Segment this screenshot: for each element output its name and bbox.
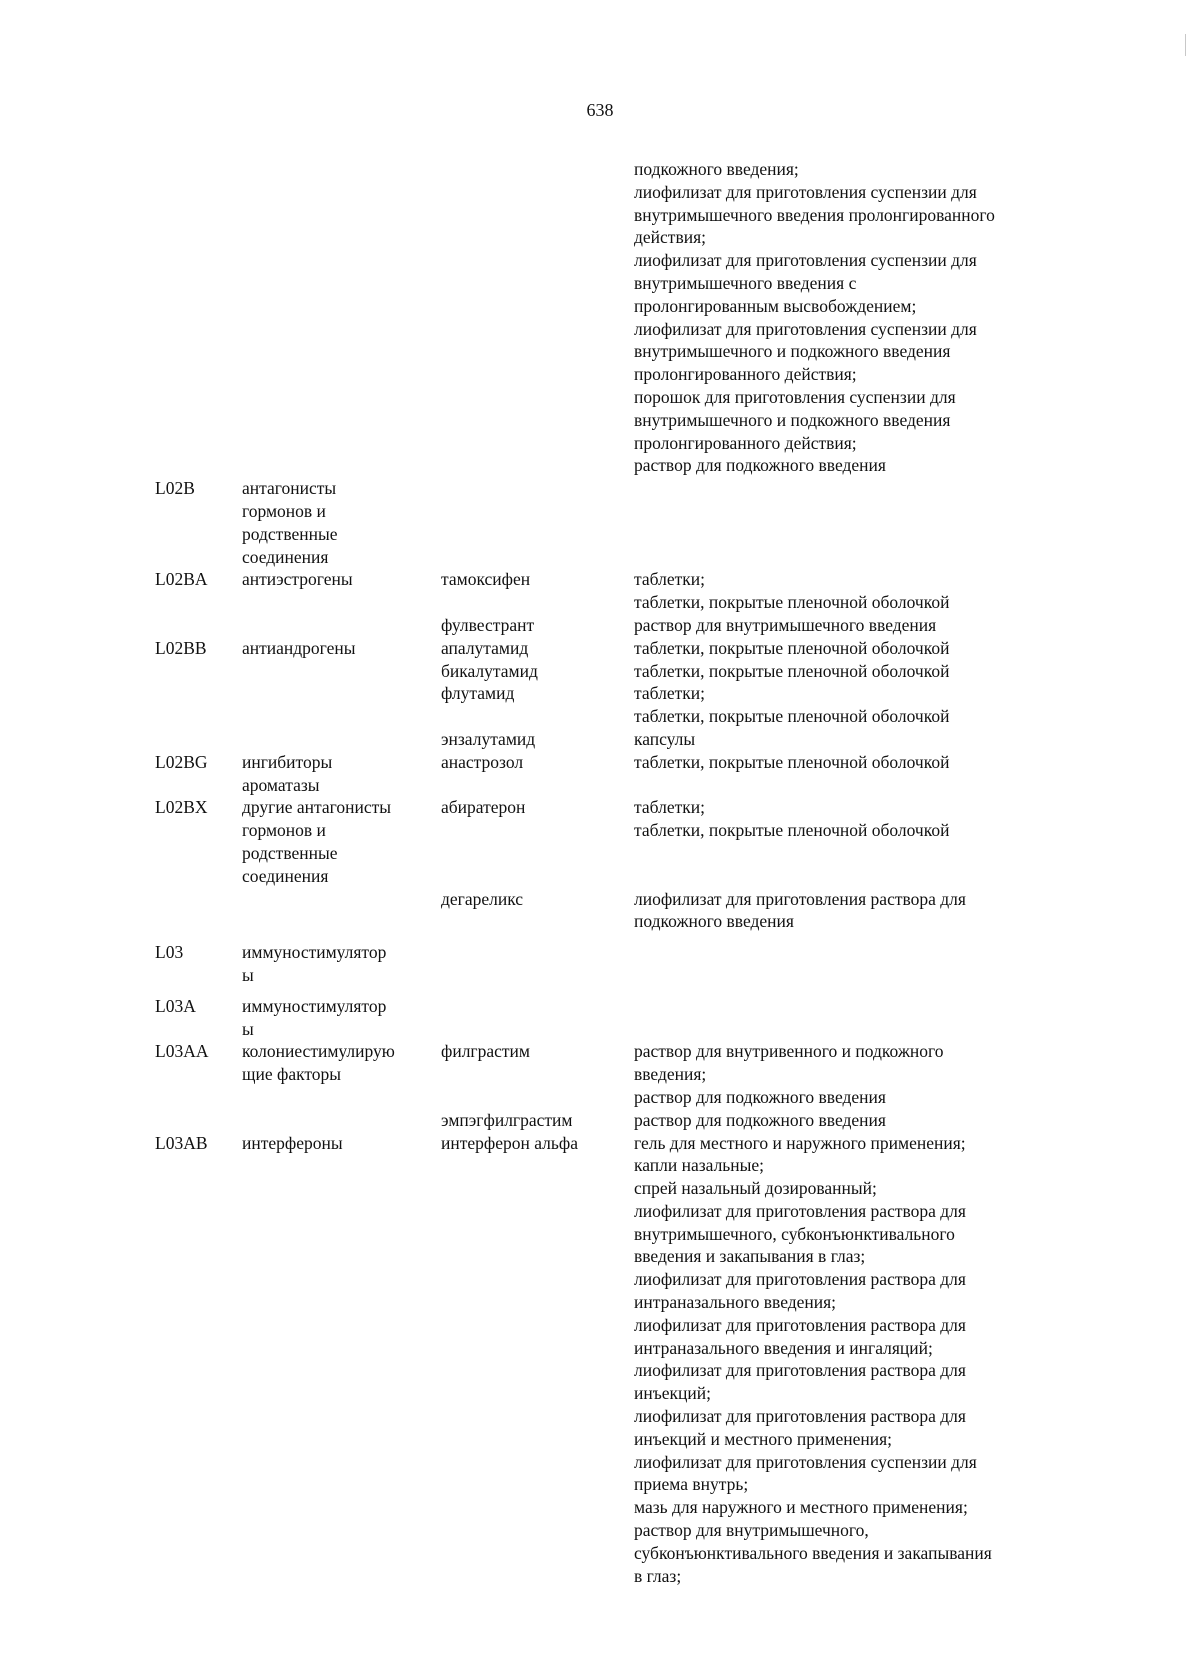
- atc-code: L03A: [155, 995, 196, 1016]
- anatomical-group-line: гормонов и: [242, 500, 326, 521]
- dosage-forms-line: лиофилизат для приготовления суспензии для: [634, 250, 977, 271]
- table-row: [0, 637, 1200, 660]
- atc-code: L02BB: [155, 637, 207, 658]
- anatomical-group-line: соединения: [242, 865, 329, 886]
- dosage-forms-line: лиофилизат для приготовления раствора для: [634, 1200, 966, 1221]
- dosage-forms-line: инъекций и местного применения;: [634, 1428, 893, 1449]
- drug-name: [441, 728, 631, 751]
- dosage-forms-line: лиофилизат для приготовления раствора для: [634, 1269, 966, 1290]
- scan-edge-mark: [1185, 34, 1186, 56]
- dosage-forms-line: введения и закапывания в глаз;: [634, 1246, 866, 1267]
- dosage-forms-line: раствор для внутримышечного введения: [634, 614, 937, 635]
- dosage-forms-line: таблетки, покрытые пленочной оболочкой: [634, 706, 950, 727]
- anatomical-group-line: антагонисты: [242, 478, 337, 499]
- drug-name: [441, 1040, 631, 1063]
- table-row: [0, 477, 1200, 568]
- drug-name: [441, 796, 631, 819]
- drug-name: [441, 1132, 631, 1155]
- dosage-forms-line: раствор для подкожного введения: [634, 455, 886, 476]
- dosage-forms-line: порошок для приготовления суспензии для: [634, 386, 956, 407]
- anatomical-group: [242, 637, 432, 660]
- table-row: [0, 1132, 1200, 1588]
- anatomical-group: [242, 995, 432, 1041]
- atc-code: L03AB: [155, 1132, 208, 1153]
- dosage-forms-line: таблетки;: [634, 569, 705, 590]
- drug-name-line: абиратерон: [441, 797, 526, 818]
- anatomical-group-line: иммуностимулятор: [242, 995, 387, 1016]
- dosage-forms-line: внутримышечного, субконъюнктивального: [634, 1223, 955, 1244]
- dosage-forms-line: раствор для внутримышечного,: [634, 1520, 869, 1541]
- table-row: [0, 796, 1200, 887]
- atc-code: L02BG: [155, 751, 208, 772]
- table-row: [0, 1040, 1200, 1108]
- dosage-forms-line: таблетки;: [634, 683, 705, 704]
- drug-name: [441, 568, 631, 591]
- anatomical-group: [242, 796, 432, 887]
- dosage-forms-line: пролонгированного действия;: [634, 364, 857, 385]
- dosage-forms: [634, 614, 1064, 637]
- dosage-forms-line: интраназального введения и ингаляций;: [634, 1337, 933, 1358]
- drug-name: [441, 682, 631, 705]
- dosage-forms-line: в глаз;: [634, 1565, 682, 1586]
- dosage-forms-line: пролонгированным высвобождением;: [634, 295, 917, 316]
- dosage-forms-line: лиофилизат для приготовления раствора для: [634, 888, 966, 909]
- dosage-forms-line: раствор для подкожного введения: [634, 1109, 886, 1130]
- anatomical-group: [242, 1040, 432, 1086]
- drug-table: [0, 158, 1200, 1588]
- table-row: [0, 995, 1200, 1041]
- drug-name: [441, 614, 631, 637]
- dosage-forms: [634, 728, 1064, 751]
- dosage-forms: [634, 682, 1064, 728]
- table-row: [0, 888, 1200, 934]
- anatomical-group-line: интерфероны: [242, 1132, 343, 1153]
- dosage-forms-line: внутримышечного и подкожного введения: [634, 341, 951, 362]
- dosage-forms: [634, 158, 1064, 477]
- dosage-forms-line: приема внутрь;: [634, 1474, 749, 1495]
- drug-name: [441, 637, 631, 660]
- anatomical-group: [242, 1132, 432, 1155]
- dosage-forms-line: капли назальные;: [634, 1155, 765, 1176]
- dosage-forms-line: раствор для внутривенного и подкожного: [634, 1041, 944, 1062]
- drug-name: [441, 888, 631, 911]
- dosage-forms: [634, 796, 1064, 842]
- atc-code: L03: [155, 942, 184, 963]
- dosage-forms-line: подкожного введения: [634, 911, 794, 932]
- dosage-forms-line: капсулы: [634, 728, 696, 749]
- dosage-forms: [634, 751, 1064, 774]
- dosage-forms-line: таблетки, покрытые пленочной оболочкой: [634, 592, 950, 613]
- dosage-forms-line: действия;: [634, 227, 706, 248]
- anatomical-group-line: родственные: [242, 523, 338, 544]
- page-number: 638: [586, 100, 614, 120]
- anatomical-group: [242, 477, 432, 568]
- anatomical-group-line: антиандрогены: [242, 637, 356, 658]
- drug-name-line: анастрозол: [441, 751, 524, 772]
- table-row: [0, 682, 1200, 728]
- anatomical-group-line: щие факторы: [242, 1064, 342, 1085]
- table-row: [0, 728, 1200, 751]
- anatomical-group-line: родственные: [242, 842, 338, 863]
- dosage-forms-line: таблетки, покрытые пленочной оболочкой: [634, 637, 950, 658]
- dosage-forms-line: таблетки, покрытые пленочной оболочкой: [634, 751, 950, 772]
- anatomical-group-line: антиэстрогены: [242, 569, 353, 590]
- drug-name-line: эмпэгфилграстим: [441, 1109, 573, 1130]
- dosage-forms: [634, 568, 1064, 614]
- atc-code: L03AA: [155, 1041, 209, 1062]
- drug-name: [441, 1109, 631, 1132]
- dosage-forms-line: субконъюнктивального введения и закапывания: [634, 1542, 992, 1563]
- dosage-forms-line: спрей назальный дозированный;: [634, 1178, 877, 1199]
- anatomical-group-line: другие антагонисты: [242, 797, 392, 818]
- anatomical-group-line: соединения: [242, 546, 329, 567]
- table-row: [0, 568, 1200, 614]
- table-row: [0, 158, 1200, 477]
- dosage-forms-line: подкожного введения;: [634, 159, 799, 179]
- drug-name-line: интерферон альфа: [441, 1132, 578, 1153]
- anatomical-group-line: гормонов и: [242, 820, 326, 841]
- dosage-forms-line: лиофилизат для приготовления суспензии для: [634, 1451, 977, 1472]
- anatomical-group-line: ингибиторы: [242, 751, 333, 772]
- dosage-forms-line: внутримышечного введения пролонгированного: [634, 204, 995, 225]
- dosage-forms-line: пролонгированного действия;: [634, 432, 857, 453]
- atc-code: L02BX: [155, 797, 208, 818]
- dosage-forms: [634, 888, 1064, 934]
- dosage-forms-line: лиофилизат для приготовления суспензии для: [634, 181, 977, 202]
- table-row: [0, 660, 1200, 683]
- dosage-forms: [634, 1040, 1064, 1108]
- atc-code: L02B: [155, 478, 195, 499]
- dosage-forms-line: интраназального введения;: [634, 1292, 837, 1313]
- dosage-forms-line: таблетки, покрытые пленочной оболочкой: [634, 820, 950, 841]
- drug-name-line: тамоксифен: [441, 569, 531, 590]
- dosage-forms-line: внутримышечного и подкожного введения: [634, 409, 951, 430]
- dosage-forms-line: внутримышечного введения с: [634, 272, 857, 293]
- table-row: [0, 751, 1200, 797]
- atc-code: L02BA: [155, 569, 208, 590]
- drug-name-line: энзалутамид: [441, 728, 536, 749]
- anatomical-group: [242, 941, 432, 987]
- dosage-forms-line: введения;: [634, 1064, 707, 1085]
- table-row: [0, 941, 1200, 987]
- dosage-forms-line: гель для местного и наружного применения;: [634, 1132, 966, 1153]
- table-row: [0, 1109, 1200, 1132]
- dosage-forms-line: таблетки, покрытые пленочной оболочкой: [634, 660, 950, 681]
- dosage-forms-line: мазь для наружного и местного применения;: [634, 1497, 968, 1518]
- drug-name-line: дегареликс: [441, 888, 524, 909]
- anatomical-group-line: ы: [242, 1018, 254, 1039]
- dosage-forms-line: лиофилизат для приготовления раствора для: [634, 1360, 966, 1381]
- dosage-forms: [634, 1132, 1064, 1588]
- drug-name-line: апалутамид: [441, 637, 529, 658]
- dosage-forms: [634, 637, 1064, 660]
- drug-name-line: фулвестрант: [441, 614, 535, 635]
- drug-name: [441, 751, 631, 774]
- dosage-forms-line: лиофилизат для приготовления раствора для: [634, 1314, 966, 1335]
- drug-name-line: филграстим: [441, 1041, 530, 1062]
- anatomical-group: [242, 751, 432, 797]
- drug-name-line: бикалутамид: [441, 660, 538, 681]
- anatomical-group-line: ароматазы: [242, 774, 320, 795]
- anatomical-group: [242, 568, 432, 591]
- anatomical-group-line: иммуностимулятор: [242, 942, 387, 963]
- table-row: [0, 614, 1200, 637]
- anatomical-group-line: колониестимулирую: [242, 1041, 395, 1062]
- drug-name-line: флутамид: [441, 683, 515, 704]
- dosage-forms-line: инъекций;: [634, 1383, 712, 1404]
- dosage-forms-line: раствор для подкожного введения: [634, 1086, 886, 1107]
- drug-name: [441, 660, 631, 683]
- dosage-forms: [634, 660, 1064, 683]
- anatomical-group-line: ы: [242, 964, 254, 985]
- dosage-forms-line: таблетки;: [634, 797, 705, 818]
- dosage-forms: [634, 1109, 1064, 1132]
- dosage-forms-line: лиофилизат для приготовления раствора для: [634, 1406, 966, 1427]
- dosage-forms-line: лиофилизат для приготовления суспензии для: [634, 318, 977, 339]
